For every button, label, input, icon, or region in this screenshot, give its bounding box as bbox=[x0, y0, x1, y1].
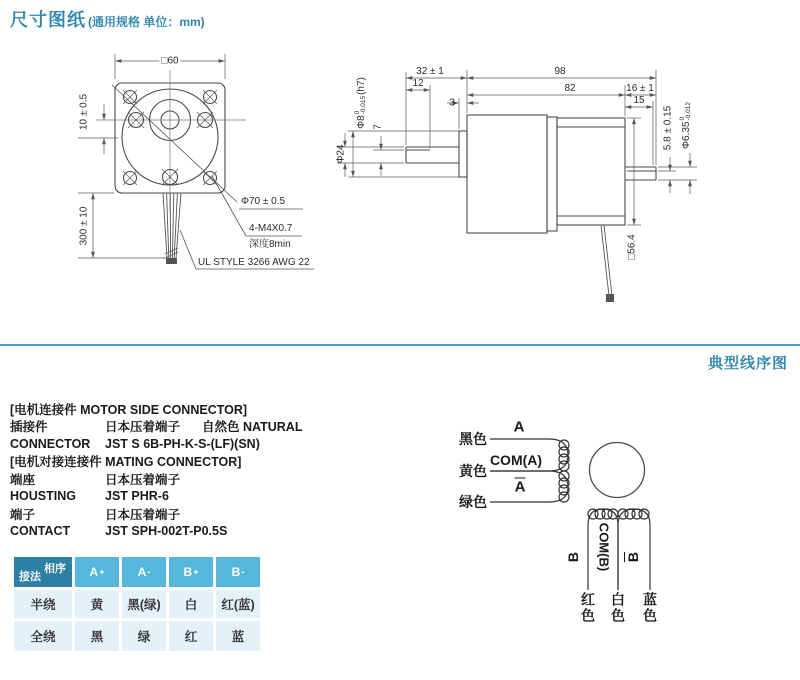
info-value: 日本压着端子 bbox=[105, 472, 181, 487]
col-header-sign: + bbox=[99, 567, 105, 577]
table-cell: 黑(绿) bbox=[122, 590, 166, 618]
rear-shaft-dia-tol-top: 0 bbox=[679, 116, 686, 121]
dim-label-flat-height: 7 bbox=[372, 124, 384, 130]
dim-label-shaft-offset: 10 ± 0.5 bbox=[78, 93, 90, 131]
front-shaft-dia-prefix: Φ8 bbox=[355, 115, 367, 129]
dim-label-total-len: 98 bbox=[554, 66, 566, 77]
phase-b-coil-loops bbox=[588, 509, 649, 519]
page-title-subtitle: (通用规格 单位：mm) bbox=[88, 15, 205, 29]
col-header-base: A bbox=[137, 565, 147, 579]
phase-b-com-label: COM(B) bbox=[596, 522, 612, 572]
phase-b-bar-label: $\overline{B}$ bbox=[625, 551, 641, 563]
info-row bbox=[10, 435, 302, 453]
wire-white-label: 白色 bbox=[610, 592, 626, 624]
table-cell: 绿 bbox=[122, 621, 166, 651]
col-header-base: B bbox=[183, 565, 193, 579]
info-value: 日本压着端子 bbox=[105, 507, 181, 522]
page-title-text: 尺寸图纸 bbox=[10, 10, 86, 30]
info-value: JST PHR-6 bbox=[105, 489, 169, 504]
corner-label-phase: 相序 bbox=[44, 563, 66, 575]
table-cell: 蓝 bbox=[216, 621, 260, 651]
info-row bbox=[10, 470, 302, 488]
rotor-circle bbox=[590, 443, 645, 498]
dim-label-front-boss: Φ24 bbox=[335, 144, 347, 164]
info-row bbox=[10, 505, 302, 523]
dim-label-rear-usable: 15 bbox=[633, 95, 645, 106]
phase-wiring-table bbox=[14, 557, 260, 651]
info-row bbox=[10, 400, 302, 418]
wire-green-label: 绿色 bbox=[459, 494, 487, 510]
tap-note-line2: 深度8min bbox=[249, 239, 291, 250]
section-divider bbox=[0, 344, 800, 346]
dim-label-pilot-circle: Φ70 ± 0.5 bbox=[241, 196, 286, 207]
col-header-b-minus bbox=[216, 557, 260, 587]
info-row bbox=[10, 453, 302, 471]
dim-label-flat-len: 12 bbox=[412, 78, 424, 89]
info-label: 端子 bbox=[10, 507, 36, 522]
phase-a-coil-loops bbox=[559, 440, 569, 502]
info-label: CONNECTOR bbox=[10, 436, 91, 451]
info-value2: 自然色 NATURAL bbox=[202, 420, 303, 435]
col-header-b-plus bbox=[169, 557, 213, 587]
col-header-a-plus bbox=[75, 557, 119, 587]
wire-blue-label: 蓝色 bbox=[642, 592, 658, 624]
info-label: CONTACT bbox=[10, 524, 71, 539]
info-row bbox=[10, 488, 302, 506]
col-header-base: A bbox=[89, 565, 99, 579]
table-corner-cell bbox=[14, 557, 72, 587]
dim-label-body-len: 82 bbox=[564, 83, 576, 94]
info-header-mating: [电机对接连接件 MATING CONNECTOR] bbox=[10, 455, 242, 470]
wire-yellow-label: 黄色 bbox=[459, 463, 487, 479]
col-header-a-minus bbox=[122, 557, 166, 587]
rear-shaft-dia-tol-bottom: -0.012 bbox=[685, 102, 692, 121]
front-shaft-dia-tol-top: 0 bbox=[354, 110, 361, 115]
wiring-section-title: 典型线序图 bbox=[707, 355, 788, 372]
dim-label-rear-flat: 5.8 ± 0.15 bbox=[662, 105, 674, 151]
dim-label-wire-length: 300 ± 10 bbox=[78, 206, 90, 246]
dim-label-motor-square: □56.4 bbox=[626, 234, 638, 260]
table-cell: 红 bbox=[169, 621, 213, 651]
col-header-sign: - bbox=[241, 567, 245, 577]
info-label: HOUSTING bbox=[10, 489, 76, 504]
info-row bbox=[10, 523, 302, 541]
info-header-motor-side: [电机连接件 MOTOR SIDE CONNECTOR] bbox=[10, 402, 248, 417]
table-cell: 白 bbox=[169, 590, 213, 618]
table-cell: 红(蓝) bbox=[216, 590, 260, 618]
dim-label-width: □60 bbox=[161, 55, 179, 67]
phase-a-com-label: COM(A) bbox=[489, 452, 543, 468]
corner-label-method: 接法 bbox=[19, 571, 41, 583]
front-lead-wires bbox=[163, 193, 181, 264]
col-header-base: B bbox=[231, 565, 241, 579]
wire-spec-label: UL STYLE 3266 AWG 22 bbox=[198, 257, 310, 268]
info-label: 端座 bbox=[10, 472, 36, 487]
front-shaft-dia-tol-bottom: -0.015 bbox=[360, 95, 367, 115]
phase-b-label: B bbox=[565, 551, 581, 563]
dim-label-rear-shaft-len: 16 ± 1 bbox=[626, 83, 654, 94]
info-label: 插接件 bbox=[10, 420, 48, 435]
dim-label-boss-len: 3 bbox=[449, 97, 455, 109]
row-label-full-winding: 全绕 bbox=[14, 621, 72, 651]
wire-black-label: 黑色 bbox=[459, 431, 487, 447]
front-shaft-dia-suffix: (h7) bbox=[355, 77, 367, 95]
phase-a-bar-label: $\overline{A}$ bbox=[514, 478, 526, 496]
page-title bbox=[10, 6, 205, 32]
phase-a-label: A bbox=[513, 418, 525, 436]
info-row bbox=[10, 418, 302, 436]
dim-label-rear-shaft-dia bbox=[680, 101, 692, 149]
info-value: JST S 6B-PH-K-S-(LF)(SN) bbox=[105, 436, 260, 451]
rear-shaft-dia-prefix: Φ6.35 bbox=[680, 121, 692, 149]
tap-note-line1: 4-M4X0.7 bbox=[249, 223, 293, 234]
table-cell: 黑 bbox=[75, 621, 119, 651]
connector-info-block bbox=[10, 400, 302, 540]
wire-red-label: 红色 bbox=[580, 592, 596, 624]
col-header-sign: + bbox=[193, 567, 199, 577]
col-header-sign: - bbox=[147, 567, 151, 577]
row-label-half-winding: 半绕 bbox=[14, 590, 72, 618]
info-value: JST SPH-002T-P0.5S bbox=[105, 524, 228, 539]
dim-label-shaft-len: 32 ± 1 bbox=[416, 66, 444, 77]
info-value: 日本压着端子 bbox=[105, 420, 181, 435]
dim-label-front-shaft-dia bbox=[355, 77, 367, 129]
table-cell: 黄 bbox=[75, 590, 119, 618]
